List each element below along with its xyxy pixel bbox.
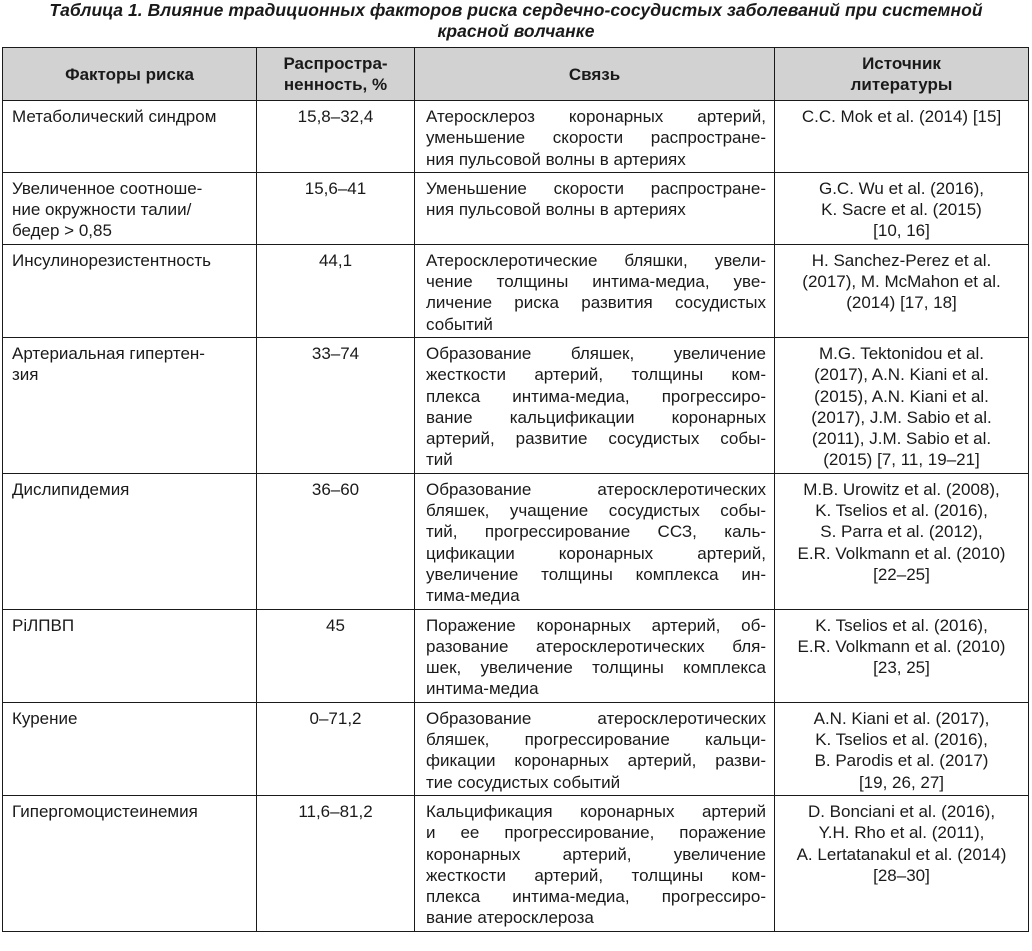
- source-text: Y.H. Rho et al. (2011),: [818, 823, 985, 843]
- cell-relation: [415, 795, 775, 931]
- relation-text: тима-медиа: [426, 586, 520, 606]
- cell-relation: [415, 337, 775, 473]
- table-caption: [0, 0, 1032, 44]
- risk-factor-text: Увеличенное соотноше-: [12, 178, 203, 198]
- table-row: [3, 101, 1029, 173]
- cell-source: [775, 244, 1029, 337]
- source-text: (2015) [7, 11, 19–21]: [823, 450, 980, 470]
- prevalence-value: 36–60: [311, 479, 360, 499]
- source-text: (2015), A.N. Kiani et al.: [814, 386, 989, 406]
- caption-line-1: Таблица 1. Влияние традиционных факторов риска сердечно-сосудистых заболеваний при системной: [49, 0, 983, 20]
- cell-prevalence: [257, 244, 415, 337]
- cell-prevalence: [257, 337, 415, 473]
- source-text: M.B. Urowitz et al. (2008),: [803, 479, 1000, 499]
- relation-text: Образование атеросклеротических: [426, 708, 766, 728]
- caption-line-2: красной волчанке: [437, 21, 595, 41]
- prevalence-value: 15,6–41: [304, 178, 367, 198]
- table-body: [3, 101, 1029, 932]
- relation-text: жесткости артерий, толщины ком-: [426, 365, 766, 385]
- source-text: [19, 26, 27]: [858, 772, 945, 792]
- relation-text: тий, прогрессирование ССЗ, каль-: [426, 522, 766, 542]
- source-text: [28–30]: [873, 865, 930, 885]
- relation-text: бляшек, прогрессирование кальци-: [426, 730, 766, 750]
- header-prevalence: [257, 48, 415, 101]
- cell-risk-factor: [3, 244, 257, 337]
- relation-text: и ее прогрессирование, поражение: [426, 823, 766, 843]
- cell-risk-factor: [3, 172, 257, 244]
- cell-relation: [415, 473, 775, 609]
- source-text: E.R. Volkmann et al. (2010): [797, 636, 1006, 656]
- cell-source: [775, 795, 1029, 931]
- header-source-line-1: Источник: [862, 54, 941, 73]
- source-text: (2017), J.M. Sabio et al.: [811, 407, 992, 427]
- cell-prevalence: [257, 473, 415, 609]
- cell-source: [775, 609, 1029, 702]
- source-text: (2014) [17, 18]: [846, 293, 957, 313]
- cell-relation: [415, 244, 775, 337]
- relation-text: вание кальцификации коронарных: [426, 407, 766, 427]
- cell-source: [775, 473, 1029, 609]
- relation-text: личение риска развития сосудистых: [426, 293, 766, 313]
- source-text: M.G. Tektonidou et al.: [818, 343, 985, 363]
- relation-text: уменьшение скорости распростране-: [426, 128, 766, 148]
- relation-text: артерий, развитие сосудистых собы-: [426, 429, 766, 449]
- risk-factor-text: Метаболический синдром: [12, 107, 217, 126]
- source-text: K. Sacre et al. (2015): [821, 200, 982, 220]
- table-row: [3, 473, 1029, 609]
- cell-source: [775, 101, 1029, 173]
- risk-factors-table: [2, 47, 1029, 932]
- relation-text: интима-медиа: [426, 679, 539, 699]
- risk-factor-text: Курение: [12, 708, 78, 728]
- prevalence-value: 44,1: [318, 250, 353, 270]
- source-text: A. Lertatanakul et al. (2014): [796, 844, 1007, 864]
- cell-relation: [415, 702, 775, 795]
- relation-text: плекса интима-медиа, прогрессиро-: [426, 386, 766, 406]
- risk-factor-text: Инсулинорезистентность: [12, 250, 212, 270]
- prevalence-value: 0–71,2: [309, 708, 362, 728]
- risk-factor-text: РіЛПВП: [12, 615, 75, 635]
- relation-text: событий: [426, 314, 493, 334]
- table-row: [3, 244, 1029, 337]
- source-text: [10, 16]: [873, 221, 930, 241]
- relation-text: Атеросклероз коронарных артерий,: [426, 107, 766, 126]
- prevalence-value: 11,6–81,2: [298, 801, 373, 821]
- source-text: [22–25]: [873, 564, 930, 584]
- cell-risk-factor: [3, 702, 257, 795]
- prevalence-value: 45: [326, 615, 345, 635]
- risk-factor-text: Гипергомоцистеинемия: [12, 801, 198, 821]
- risk-factor-text: Артериальная гипертен-: [12, 343, 205, 363]
- cell-relation: [415, 609, 775, 702]
- relation-text: разование атеросклеротических бля-: [426, 636, 766, 656]
- cell-risk-factor: [3, 337, 257, 473]
- header-relation: [415, 48, 775, 101]
- source-text: S. Parra et al. (2012),: [820, 522, 983, 542]
- header-prevalence-line-1: Распростра-: [283, 54, 388, 73]
- risk-factor-text: ние окружности талии/: [12, 200, 192, 220]
- table-row: [3, 702, 1029, 795]
- relation-text: вание атеросклероза: [426, 908, 594, 928]
- source-text: A.N. Kiani et al. (2017),: [813, 708, 990, 728]
- relation-text: коронарных артерий, увеличение: [426, 844, 766, 864]
- relation-text: шек, увеличение толщины комплекса: [426, 658, 766, 678]
- table-header-row: [3, 48, 1029, 101]
- risk-factor-text: зия: [12, 365, 39, 385]
- cell-prevalence: [257, 609, 415, 702]
- relation-text: Поражение коронарных артерий, об-: [426, 615, 766, 635]
- source-text: C.C. Mok et al. (2014) [15]: [801, 107, 1002, 126]
- table-row: [3, 609, 1029, 702]
- cell-relation: [415, 101, 775, 173]
- header-prevalence-line-2: ненность, %: [283, 75, 388, 94]
- relation-text: увеличение толщины комплекса ин-: [426, 564, 766, 584]
- relation-text: Атеросклеротические бляшки, увели-: [426, 250, 766, 270]
- cell-risk-factor: [3, 101, 257, 173]
- relation-text: бляшек, учащение сосудистых собы-: [426, 501, 766, 521]
- cell-prevalence: [257, 172, 415, 244]
- relation-text: тие сосудистых событий: [426, 772, 621, 792]
- cell-relation: [415, 172, 775, 244]
- source-text: D. Bonciani et al. (2016),: [807, 801, 996, 821]
- cell-prevalence: [257, 702, 415, 795]
- source-text: E.R. Volkmann et al. (2010): [797, 543, 1006, 563]
- relation-text: плекса интима-медиа, прогрессиро-: [426, 887, 766, 907]
- source-text: (2011), J.M. Sabio et al.: [811, 429, 992, 449]
- table-row: [3, 337, 1029, 473]
- source-text: (2017), A.N. Kiani et al.: [814, 365, 989, 385]
- relation-text: чение толщины интима-медиа, уве-: [426, 272, 766, 292]
- source-text: K. Tselios et al. (2016),: [815, 501, 988, 521]
- cell-prevalence: [257, 101, 415, 173]
- cell-risk-factor: [3, 609, 257, 702]
- relation-text: Уменьшение скорости распростране-: [426, 178, 766, 198]
- relation-text: жесткости артерий, толщины ком-: [426, 865, 766, 885]
- relation-text: Образование бляшек, увеличение: [426, 343, 766, 363]
- relation-text: Кальцификация коронарных артерий: [426, 801, 766, 821]
- source-text: G.C. Wu et al. (2016),: [818, 178, 985, 198]
- relation-text: Образование атеросклеротических: [426, 479, 766, 499]
- cell-source: [775, 172, 1029, 244]
- relation-text: ния пульсовой волны в артериях: [426, 149, 686, 169]
- relation-text: ния пульсовой волны в артериях: [426, 200, 686, 220]
- cell-prevalence: [257, 795, 415, 931]
- source-text: K. Tselios et al. (2016),: [815, 730, 988, 750]
- header-source-line-2: литературы: [850, 75, 953, 94]
- header-source: [775, 48, 1029, 101]
- cell-risk-factor: [3, 795, 257, 931]
- cell-source: [775, 702, 1029, 795]
- risk-factor-text: Дислипидемия: [12, 479, 130, 499]
- relation-text: фикации коронарных артерий, разви-: [426, 751, 766, 771]
- source-text: (2017), M. McMahon et al.: [802, 272, 1001, 292]
- source-text: H. Sanchez-Perez et al.: [811, 250, 992, 270]
- header-relation-label: Связь: [568, 64, 621, 84]
- relation-text: цификации коронарных артерий,: [426, 543, 766, 563]
- source-text: B. Parodis et al. (2017): [814, 751, 989, 771]
- header-factor-label: Факторы риска: [65, 64, 194, 84]
- prevalence-value: 15,8–32,4: [297, 107, 374, 126]
- source-text: K. Tselios et al. (2016),: [815, 615, 988, 635]
- table-row: [3, 795, 1029, 931]
- risk-factor-text: бедер > 0,85: [12, 221, 112, 241]
- table-row: [3, 172, 1029, 244]
- source-text: [23, 25]: [873, 658, 930, 678]
- prevalence-value: 33–74: [311, 343, 360, 363]
- cell-risk-factor: [3, 473, 257, 609]
- cell-source: [775, 337, 1029, 473]
- relation-text: тий: [426, 450, 453, 470]
- header-factor: [3, 48, 257, 101]
